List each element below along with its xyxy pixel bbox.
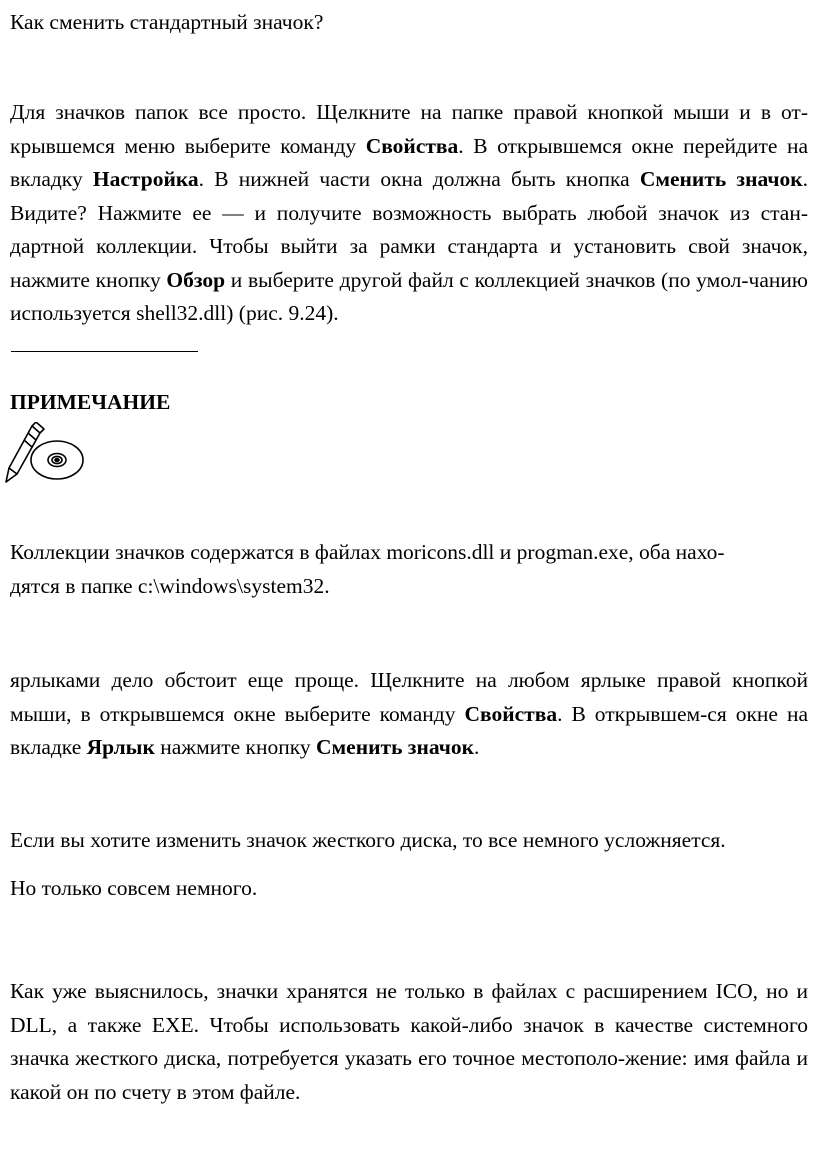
text-run: ярлыками дело обстоит еще проще. Щелкните на любом ярлыке правой кнопкой мыши, в открывшемся окне выберите команду	[10, 668, 808, 726]
note-text-line: дятся в папке c:\windows\system32.	[10, 573, 330, 598]
text-run: нажмите кнопку	[154, 735, 317, 759]
text-run: и выберите другой файл с коллекцией значков (по умол-чанию используется shell32.dll) (рис. 9.24).	[10, 267, 808, 325]
note-heading: ПРИМЕЧАНИЕ	[10, 390, 171, 414]
text-run: .	[474, 735, 480, 759]
note-text	[10, 536, 808, 603]
slightly-paragraph: Но только совсем немного.	[10, 876, 258, 900]
separator-line	[11, 351, 198, 352]
bold-term-browse: Обзор	[166, 267, 226, 292]
text-run: Для значков папок все просто. Щелкните на папке правой кнопкой мыши и в от-крывшемся меню выберите команду	[10, 100, 808, 158]
icon-location-paragraph: Как уже выяснилось, значки хранятся не только в файлах с расширением ICO, но и DLL, а также EXE. Чтобы использовать какой-либо значок в качестве системного значка жесткого диска, потребуется указать его точное местополо-жение: имя файла и какой он по счету в этом файле.	[10, 979, 808, 1104]
text-run: . Видите? Нажмите ее — и получите возможность выбрать любой значок из стан-дартной коллекции. Чтобы выйти за рамки стандарта и установить свой значок, нажмите кнопку	[10, 167, 808, 292]
text-run: . В открывшемся окне перейдите на вкладку	[10, 133, 809, 191]
note-text-line: Коллекции значков содержатся в файлах moricons.dll и progman.exe, оба нахо-	[10, 540, 725, 564]
shortcuts-paragraph	[10, 664, 808, 765]
text-run: . В открывшем-ся окне на вкладке	[10, 701, 808, 759]
bold-term-customize: Настройка	[92, 167, 199, 191]
pencil-cd-icon	[2, 422, 92, 488]
bold-term-properties: Свойства	[365, 133, 459, 158]
bold-term-shortcut: Ярлык	[86, 735, 155, 759]
text-run: . В нижней части окна должна быть кнопка	[198, 167, 640, 191]
bold-term-change-icon: Сменить значок	[639, 167, 803, 191]
folder-icons-paragraph	[10, 96, 808, 331]
bold-term-change-icon: Сменить значок	[316, 735, 474, 759]
page-title: Как сменить стандартный значок?	[10, 10, 324, 34]
hard-disk-paragraph: Если вы хотите изменить значок жесткого диска, то все немного усложняется.	[10, 828, 726, 852]
bold-term-properties: Свойства	[464, 701, 558, 726]
